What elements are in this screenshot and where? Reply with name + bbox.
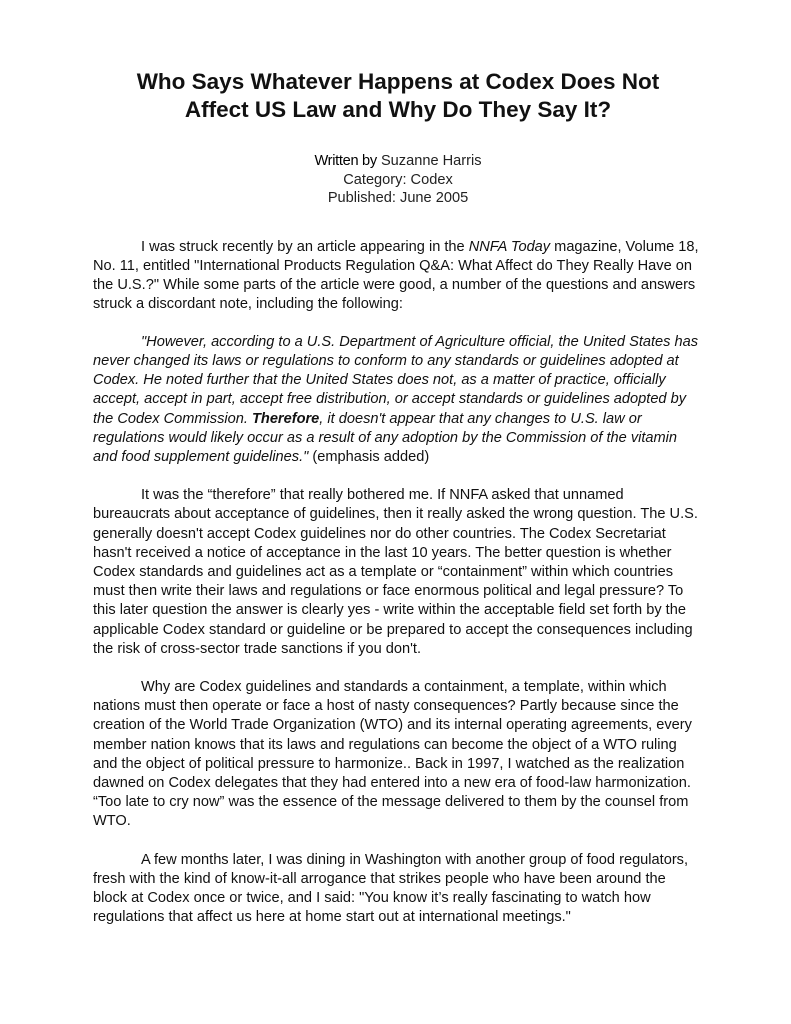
written-by-label: Written by <box>314 153 377 169</box>
document-page <box>93 68 703 928</box>
p1-text-pre: I was struck recently by an article appearing in the <box>141 238 469 255</box>
byline <box>93 152 703 171</box>
article-title <box>88 68 708 124</box>
p1-text-post: magazine, Volume 18, No. 11, entitled "International Products Regulation Q&A: What Affect do They Really Have on the U.S.?" While some parts of the article were good, a number of the questions and answers struck a discordant note, including the following: <box>93 238 699 313</box>
paragraph-4: Why are Codex guidelines and standards a containment, a template, within which nations must then operate or face a host of nasty consequences? Partly because since the creation of the World Trade Organization (WTO) and its internal operating agreements, every member nation knows that its laws and regulations can become the object of a WTO ruling and the object of political pressure to harmonize.. Back in 1997, I watched as the realization dawned on Codex delegates that they had entered into a new era of food-law harmonization. “Too late to cry now” was the essence of the message delivered to them by the counsel from WTO. <box>93 679 692 830</box>
author-name: Suzanne Harris <box>376 153 482 169</box>
published-date: Published: June 2005 <box>327 190 469 206</box>
magazine-name: NNFA Today <box>468 238 551 255</box>
block-quote <box>93 333 703 467</box>
paragraph-5: A few months later, I was dining in Washington with another group of food regulators, fresh with the kind of know-it-all arrogance that strikes people who have been around the block at Codex once or twice, and I said: "You know it’s really fascinating to watch how regulations that affect us here at home start out at international meetings." <box>93 851 689 926</box>
title-line-2: Affect US Law and Why Do They Say It? <box>184 97 612 122</box>
quote-text-post: , it doesn't appear that any changes to U.S. law or regulations would likely occur as a result of any adoption by the Commission of the vitamin and food supplement guidelines." <box>93 410 678 466</box>
category: Category: Codex <box>343 171 453 188</box>
title-line-1: Who Says Whatever Happens at Codex Does Not <box>136 69 660 94</box>
article-meta <box>93 152 703 208</box>
emphasis-note: (emphasis added) <box>308 449 430 466</box>
quote-emphasis: Therefore <box>251 410 320 427</box>
quote-text-pre: "However, according to a U.S. Department of Agriculture official, the United States has never changed its laws or regulations to conform to any standards or guidelines adopted at Codex. He noted further that the United States does not, as a matter of practice, officially accept, accept in part, accept free distribution, or accept standards or guidelines adopted by the Codex Commission. <box>93 333 699 427</box>
paragraph-3: It was the “therefore” that really bothered me. If NNFA asked that unnamed bureaucrats about acceptance of guidelines, then it really asked the wrong question. The U.S. generally doesn't accept Codex guidelines nor do other countries. The Codex Secretariat hasn't received a notice of acceptance in the last 10 years. The better question is whether Codex standards and guidelines act as a template or “containment” within which countries must then write their laws and regulations or face enormous political and legal pressure? To this later question the answer is clearly yes - write within the acceptable field set forth by the applicable Codex standard or guideline or be prepared to accept the consequences including the risk of cross-sector trade sanctions if you don't. <box>93 487 698 657</box>
paragraph-1 <box>93 238 703 315</box>
